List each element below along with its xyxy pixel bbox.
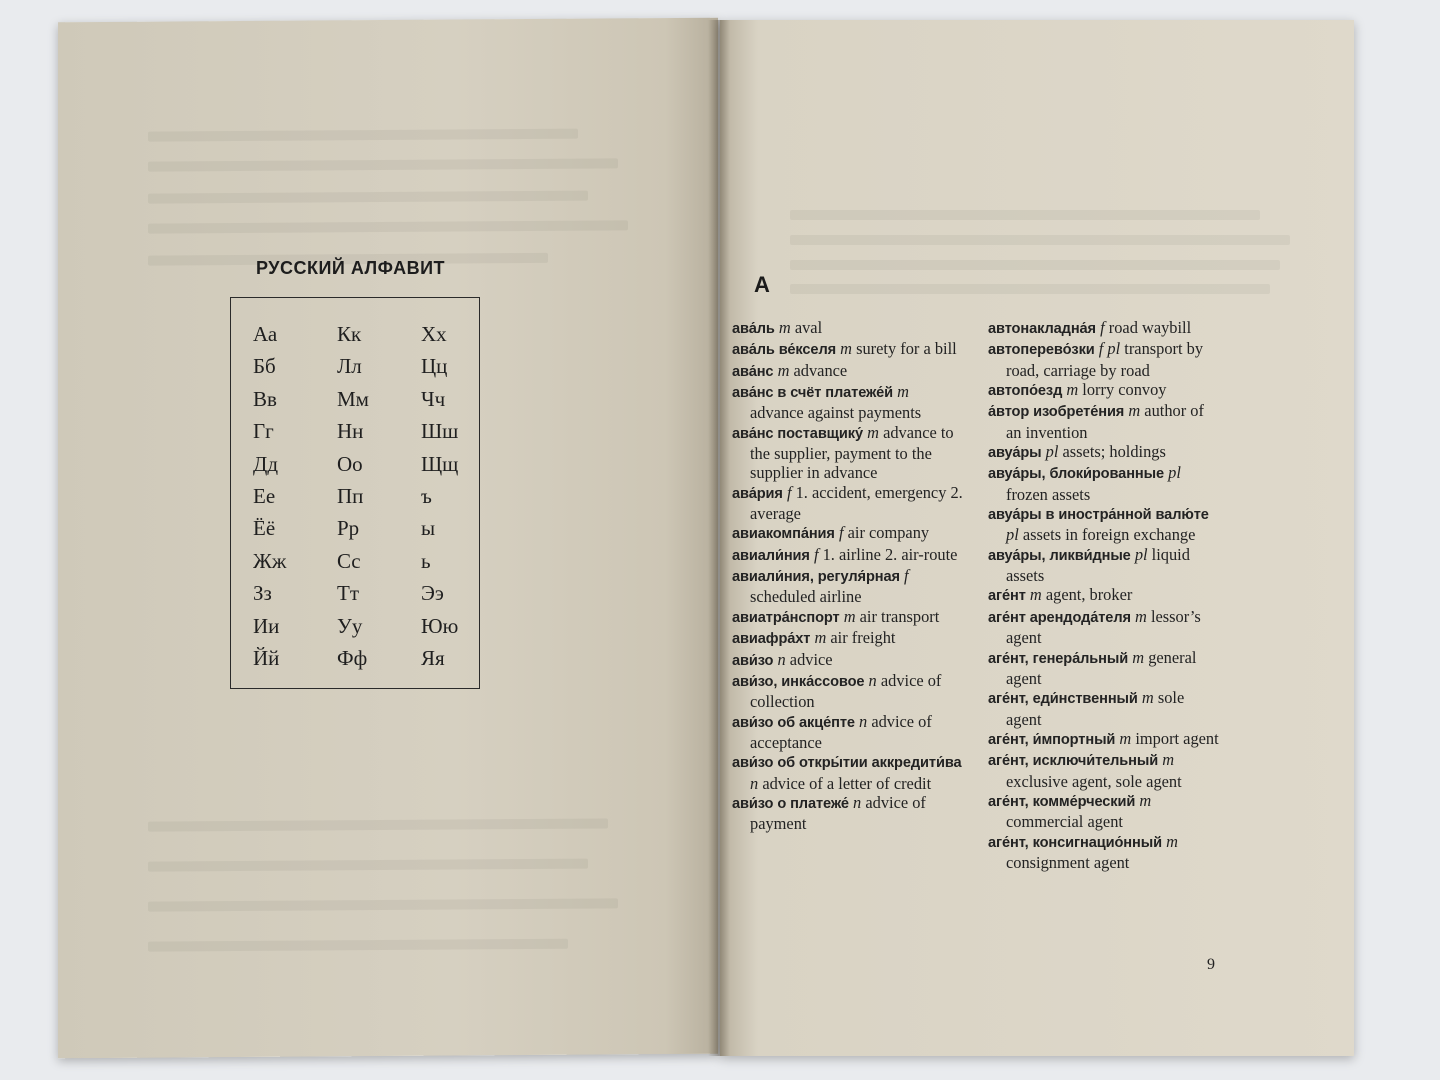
entry-translation: lessor’s agent [1006, 606, 1201, 648]
page-number: 9 [1207, 956, 1215, 973]
dictionary-entry [988, 463, 1220, 504]
entry-translation: advance [793, 360, 848, 380]
entry-headword: ави́зо о платеже́ [732, 795, 849, 812]
dictionary-entry [988, 750, 1220, 791]
alphabet-grid [253, 318, 491, 674]
dictionary-entry [732, 382, 964, 423]
entry-headword: авиафра́хт [732, 631, 811, 648]
dictionary-entry [988, 504, 1220, 545]
entry-headword: аге́нт, исключи́тельный [988, 753, 1159, 770]
entry-translation: air company [847, 523, 930, 543]
entry-translation: advance to the supplier, payment to the supplier in advance [750, 422, 954, 483]
entry-translation: assets; holdings [1062, 442, 1166, 462]
entry-headword: аге́нт, консигнацио́нный [988, 834, 1162, 851]
entry-grammar-label: m [1166, 831, 1178, 851]
entry-grammar-label: m [897, 382, 909, 402]
alphabet-letter: Бб [253, 354, 276, 379]
alphabet-letter: Аа [253, 322, 278, 346]
entry-headword: автопо́езд [988, 383, 1063, 400]
entry-grammar-label: m [1135, 606, 1147, 626]
entry-grammar-label: pl [1168, 463, 1181, 483]
alphabet-letter: Зз [253, 581, 272, 606]
entry-translation: commercial agent [1006, 812, 1123, 832]
entry-grammar-label: m [1132, 647, 1145, 667]
entry-headword: ави́зо об откры́тии аккредити́ва [732, 755, 962, 772]
entry-headword: аге́нт, комме́рческий [988, 793, 1136, 810]
entry-headword: аге́нт арендода́теля [988, 609, 1131, 626]
dictionary-entry [988, 401, 1220, 442]
entry-translation: consignment agent [1006, 852, 1130, 872]
entry-translation: scheduled airline [750, 587, 862, 607]
entry-headword: ава́нс в счёт платеже́й [732, 385, 893, 402]
entry-headword: аге́нт, еди́нственный [988, 691, 1138, 708]
dictionary-entry [732, 607, 964, 628]
alphabet-letter: Чч [421, 386, 446, 411]
entry-translation: advice of collection [750, 670, 942, 712]
dictionary-entry [988, 688, 1220, 729]
entry-translation: air freight [830, 628, 896, 648]
entry-grammar-label: m [840, 339, 852, 359]
alphabet-letter: Вв [253, 386, 277, 411]
entry-headword: ава́нс [732, 363, 774, 380]
alphabet-letter: Ии [253, 613, 280, 638]
dictionary-entry [732, 566, 964, 607]
entry-translation: air transport [859, 606, 940, 626]
alphabet-letter: Рр [337, 516, 360, 541]
section-letter-heading: А [754, 272, 770, 297]
entry-translation: advice of a letter of credit [762, 773, 932, 793]
alphabet-letter: Йй [253, 645, 280, 670]
dictionary-entry [732, 483, 964, 524]
dictionary-entry [988, 442, 1220, 463]
entry-headword: аге́нт, и́мпортный [988, 731, 1116, 748]
dictionary-entry [988, 545, 1220, 586]
entry-grammar-label: n [777, 649, 786, 669]
entry-headword: автонакладна́я [988, 321, 1096, 337]
entry-headword: авиали́ния, регуля́рная [732, 569, 900, 586]
entry-grammar-label: m [778, 318, 791, 337]
entry-translation: lorry convoy [1082, 380, 1167, 400]
entry-translation: frozen assets [1006, 484, 1091, 504]
entry-translation: advance against payments [750, 403, 922, 423]
dictionary-entry [732, 361, 964, 382]
entry-grammar-label: n [750, 773, 759, 793]
entry-headword: авиали́ния [732, 547, 810, 564]
dictionary-entry [988, 729, 1220, 750]
book-gutter [708, 20, 730, 1056]
alphabet-box [230, 297, 480, 689]
entry-translation: author of an invention [1006, 401, 1204, 442]
dictionary-entry [988, 380, 1220, 401]
entry-grammar-label: f [813, 544, 819, 564]
dictionary-entry [732, 339, 964, 360]
entry-headword: авиатра́нспорт [732, 609, 840, 626]
alphabet-letter: Фф [337, 645, 368, 670]
alphabet-letter: Ёё [253, 516, 276, 541]
entry-translation: exclusive agent, sole agent [1006, 771, 1182, 791]
entry-grammar-label: m [1139, 790, 1152, 810]
entry-headword: авуа́ры [988, 445, 1042, 462]
entry-grammar-label: f [786, 482, 792, 502]
entry-headword: автоперево́зки [988, 342, 1095, 359]
entry-headword: ави́зо [732, 652, 774, 669]
entry-translation: sole agent [1006, 688, 1185, 729]
entry-grammar-label: n [868, 670, 877, 690]
entry-grammar-label: pl [1006, 525, 1019, 545]
entry-translation: advice of acceptance [750, 711, 932, 752]
dictionary-entry [732, 523, 964, 544]
dictionary-entry [988, 318, 1220, 339]
alphabet-letter: Кк [337, 322, 362, 346]
entry-headword: авуа́ры, блоки́рованные [988, 466, 1165, 483]
entry-grammar-label: f [838, 523, 844, 543]
alphabet-letter: Ее [253, 483, 276, 508]
dictionary-entry [988, 607, 1220, 648]
entry-headword: ави́зо об акце́пте [732, 714, 855, 731]
alphabet-letter: Сс [337, 548, 361, 573]
entry-headword: аге́нт [988, 588, 1026, 605]
entry-translation: agent, broker [1045, 585, 1133, 605]
alphabet-letter: Тт [337, 581, 360, 606]
dictionary-column-left [732, 318, 964, 834]
entry-headword: ава́рия [732, 485, 783, 502]
alphabet-letter: Жж [253, 548, 287, 573]
alphabet-letter: Нн [337, 419, 364, 444]
entry-grammar-label: m [1066, 380, 1079, 400]
entry-translation: advice of payment [750, 792, 926, 834]
alphabet-letter: Яя [421, 645, 445, 670]
entry-grammar-label: m [1029, 585, 1042, 605]
dictionary-entry [732, 318, 964, 339]
entry-translation: road waybill [1108, 318, 1192, 337]
dictionary-entry [732, 423, 964, 483]
alphabet-letter: ы [421, 516, 436, 541]
alphabet-letter: ь [421, 548, 431, 573]
dictionary-entry [988, 339, 1220, 380]
dictionary-entry [988, 791, 1220, 832]
alphabet-letter: ъ [421, 483, 432, 508]
entry-translation: 1. airline 2. air-route [822, 544, 958, 564]
entry-translation: assets in foreign exchange [1022, 525, 1196, 545]
entry-grammar-label: m [867, 422, 879, 442]
alphabet-letter: Шш [421, 419, 459, 444]
entry-grammar-label: m [1119, 728, 1132, 748]
alphabet-letter: Хх [421, 322, 447, 346]
alphabet-letter: Дд [253, 451, 279, 476]
entry-grammar-label: f [904, 566, 909, 586]
entry-headword: а́втор изобрете́ния [988, 404, 1125, 421]
alphabet-title: РУССКИЙ АЛФАВИТ [256, 258, 446, 278]
entry-grammar-label: f [1100, 318, 1105, 337]
dictionary-entry [988, 832, 1220, 873]
dictionary-entry [732, 545, 964, 566]
entry-grammar-label: pl [1045, 442, 1059, 462]
entry-grammar-label: m [1162, 750, 1175, 770]
dictionary-entry [732, 712, 964, 753]
entry-grammar-label: m [777, 360, 790, 380]
entry-headword: аге́нт, генера́льный [988, 650, 1129, 667]
dictionary-entry [732, 793, 964, 834]
dictionary-entry [732, 628, 964, 649]
alphabet-letter: Ээ [421, 581, 444, 606]
entry-translation: transport by road, carriage by road [1006, 339, 1204, 380]
dictionary-entry [732, 650, 964, 671]
entry-translation: 1. accident, emergency 2. average [750, 482, 963, 524]
entry-translation: advice [789, 649, 833, 669]
entry-headword: ава́нс поставщику́ [732, 425, 863, 442]
dictionary-entry [988, 648, 1220, 689]
dictionary-entry [988, 585, 1220, 606]
entry-translation: import agent [1135, 728, 1219, 748]
alphabet-letter: Лл [337, 354, 362, 379]
entry-headword: авуа́ры в иностра́нной валю́те [988, 507, 1209, 524]
entry-grammar-label: m [1128, 401, 1141, 421]
entry-grammar-label: m [814, 628, 827, 648]
entry-grammar-label: m [1141, 688, 1154, 708]
entry-grammar-label: n [859, 711, 868, 731]
entry-headword: ави́зо, инка́ссовое [732, 673, 865, 690]
alphabet-letter: Мм [337, 386, 369, 411]
entry-grammar-label: pl [1134, 544, 1148, 564]
entry-translation: general agent [1006, 647, 1197, 688]
entry-grammar-label: m [843, 606, 856, 626]
dictionary-entry [732, 752, 964, 793]
dictionary-column-right [988, 318, 1220, 872]
entry-headword: ава́ль ве́кселя [732, 342, 837, 359]
entry-headword: авиакомпа́ния [732, 526, 835, 543]
entry-headword: ава́ль [732, 321, 775, 337]
entry-headword: авуа́ры, ликви́дные [988, 547, 1131, 564]
dictionary-entry [732, 671, 964, 712]
alphabet-letter: Оо [337, 451, 363, 476]
alphabet-letter: Юю [421, 613, 459, 638]
entry-translation: liquid assets [1006, 544, 1190, 586]
alphabet-letter: Уу [337, 613, 363, 638]
entry-translation: aval [794, 318, 823, 337]
alphabet-letter: Гг [253, 419, 274, 444]
entry-translation: surety for a bill [856, 339, 957, 359]
alphabet-letter: Цц [421, 354, 448, 379]
alphabet-letter: Пп [337, 483, 364, 508]
entry-grammar-label: f pl [1098, 339, 1121, 359]
entry-grammar-label: n [853, 792, 862, 812]
alphabet-letter: Щщ [421, 451, 459, 476]
